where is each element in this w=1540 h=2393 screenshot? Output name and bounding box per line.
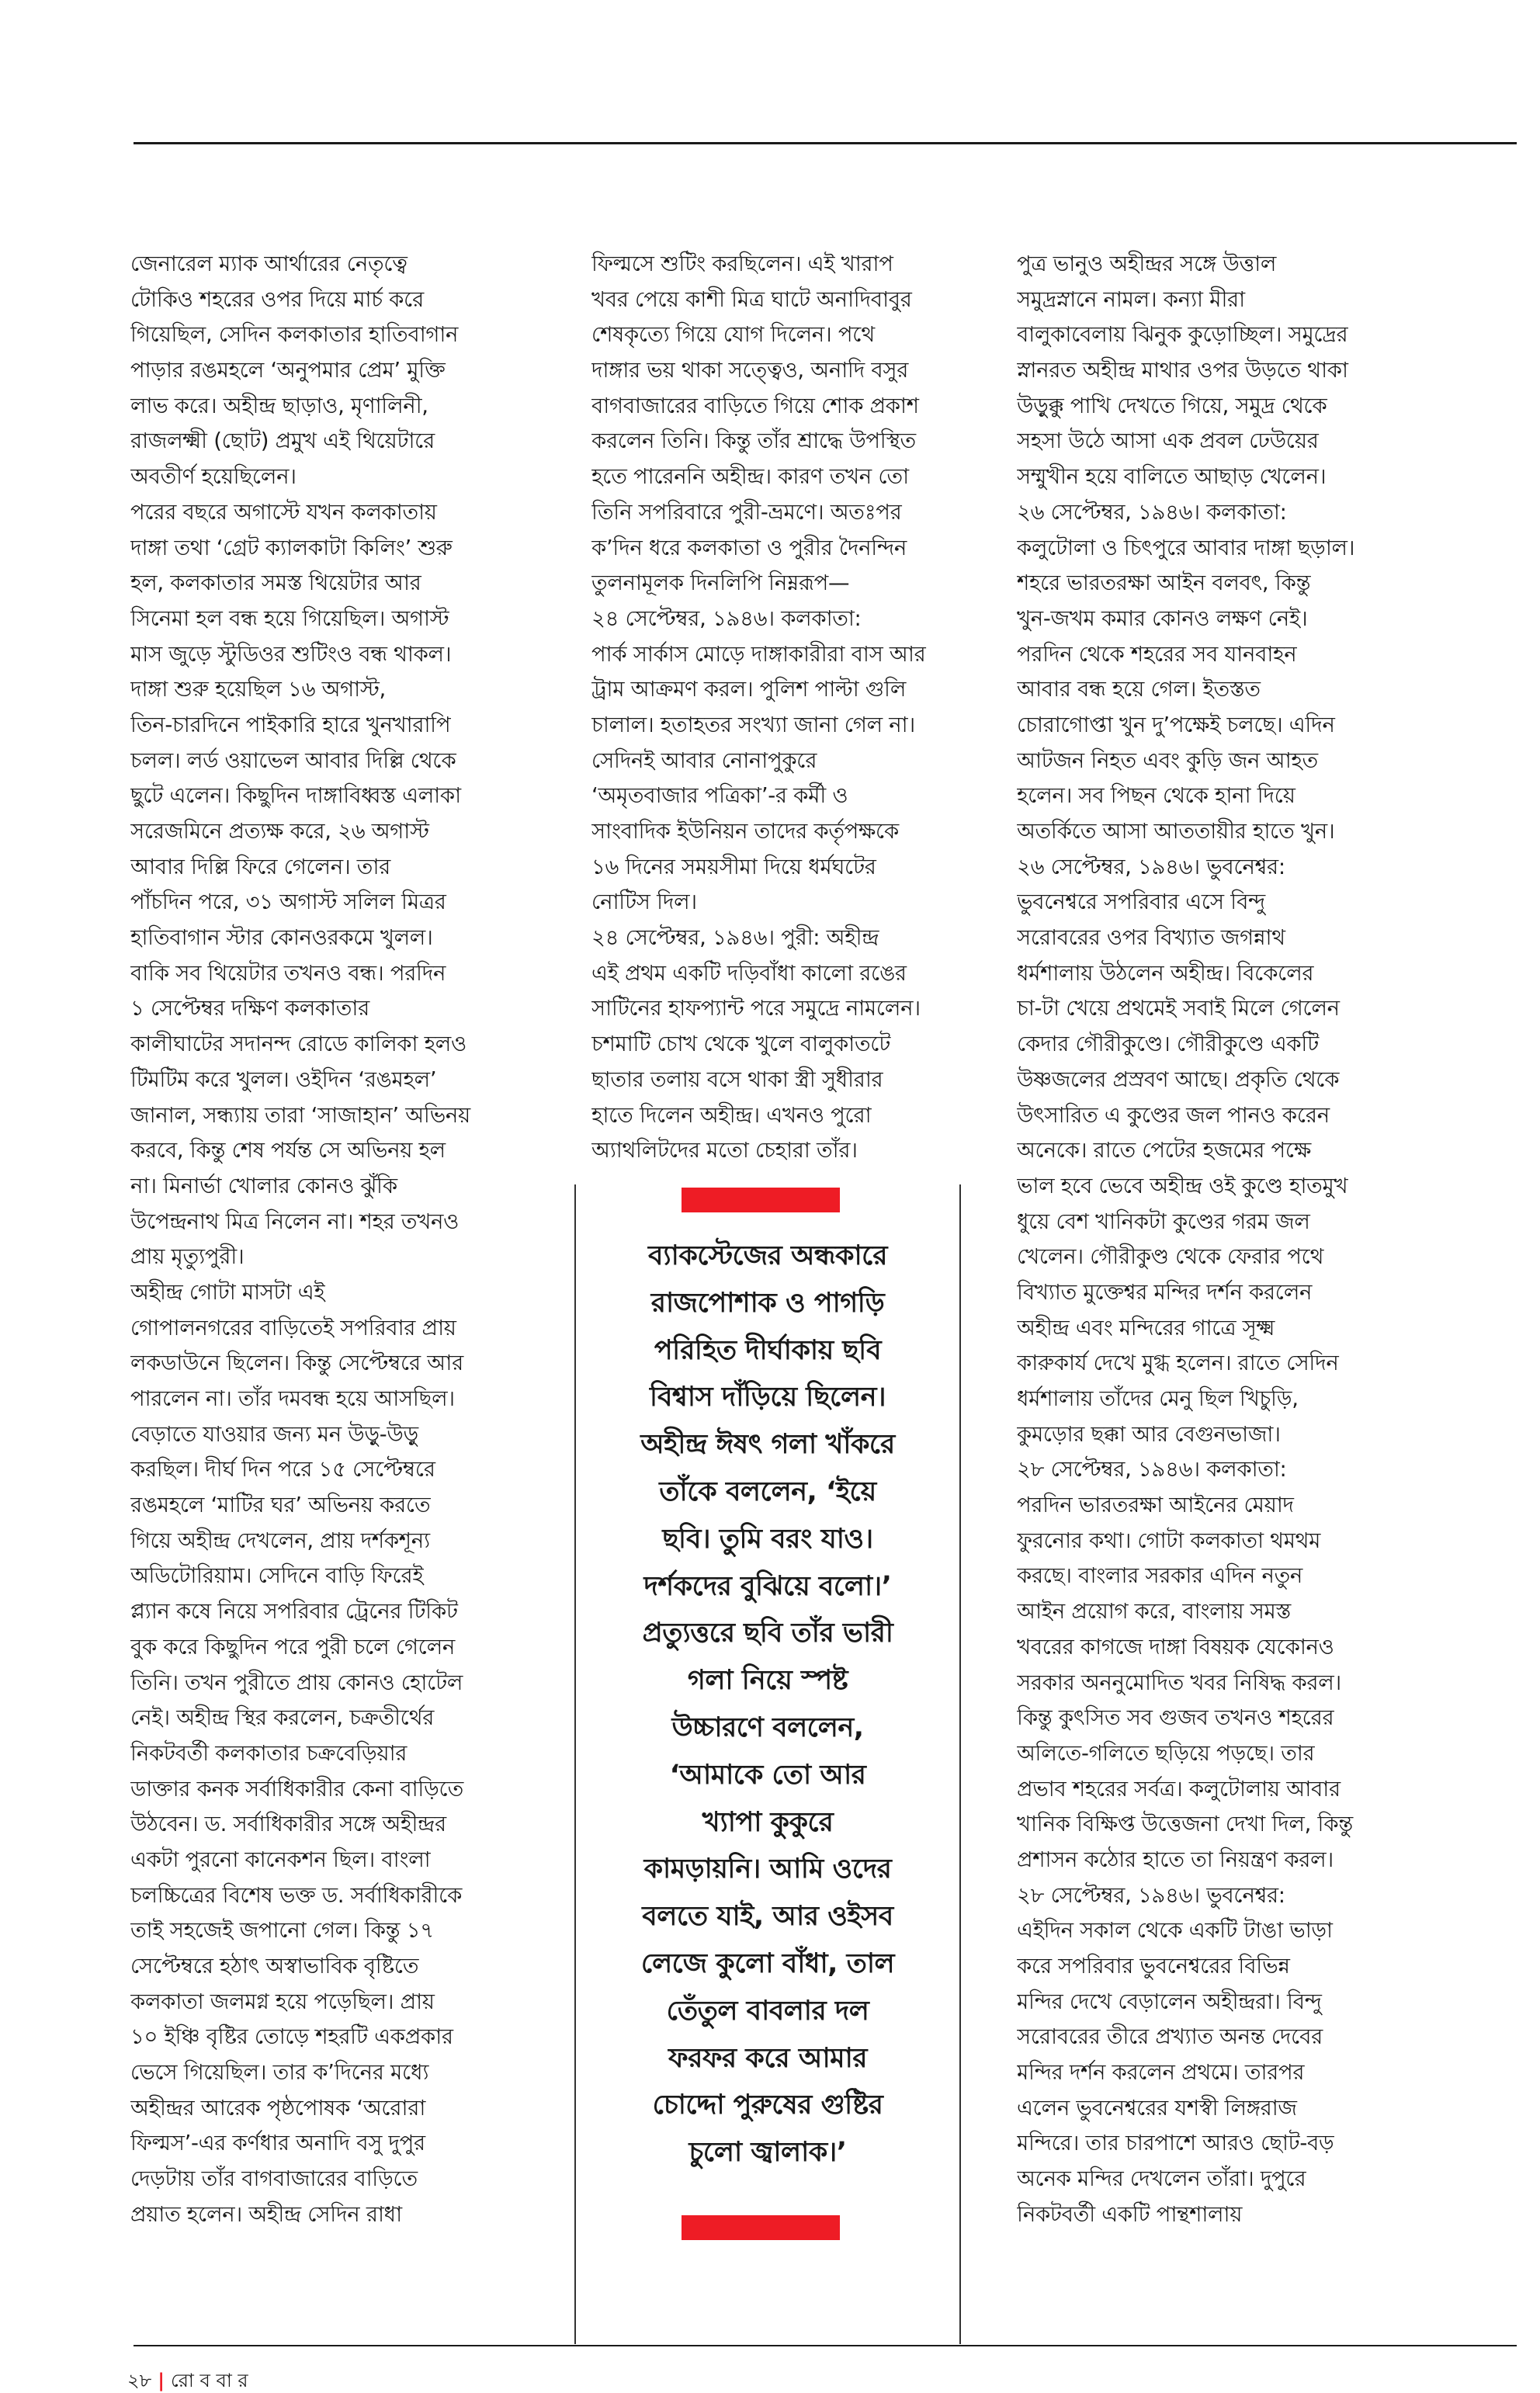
text-line: একটা পুরনো কানেকশন ছিল। বাংলা [130, 1847, 431, 1872]
text-line: দাঙ্গা শুরু হয়েছিল ১৬ অগাস্ট, [130, 677, 386, 702]
text-line: অবতীর্ণ হয়েছিলেন। [130, 464, 297, 490]
text-line: উষ্ণজলের প্রস্রবণ আছে। প্রকৃতি থেকে [1017, 1066, 1340, 1092]
text-line: অতর্কিতে আসা আততায়ীর হাতে খুন। [1017, 819, 1335, 844]
text-line: খবরের কাগজে দাঙ্গা বিষয়ক যেকোনও [1017, 1634, 1334, 1659]
text-line: ফিল্মসে শুটিং করছিলেন। এই খারাপ [591, 251, 893, 276]
text-line: পরদিন থেকে শহরের সব যানবাহন [1017, 641, 1297, 667]
text-line: ২৪ সেপ্টেম্বর, ১৯৪৬। কলকাতা: [591, 605, 862, 631]
text-line: হতে পারেননি অহীন্দ্র। কারণ তখন তো [591, 464, 909, 490]
text-line: করলেন তিনি। কিন্তু তাঁর শ্রাদ্ধে উপস্থিত [591, 428, 916, 454]
text-line: চালাল। হতাহতর সংখ্যা জানা গেল না। [591, 712, 915, 737]
text-line: বাকি সব থিয়েটার তখনও বন্ধ। পরদিন [130, 960, 446, 986]
text-line: ধুয়ে বেশ খানিকটা কুণ্ডের গরম জল [1017, 1209, 1310, 1234]
text-line: ট্রাম আক্রমণ করল। পুলিশ পাল্টা গুলি [591, 677, 907, 702]
text-line: ছুটে এলেন। কিছুদিন দাঙ্গাবিধ্বস্ত এলাকা [130, 783, 461, 809]
text-line: অ্যাথলিটদের মতো চেহারা তাঁর। [591, 1138, 858, 1164]
text-line: নেই। অহীন্দ্র স্থির করলেন, চক্রতীর্থের [130, 1705, 435, 1731]
text-line: চা-টা খেয়ে প্রথমেই সবাই মিলে গেলেন [1017, 996, 1340, 1021]
page-number: ২৮ [127, 2370, 152, 2391]
text-line: করছে। বাংলার সরকার এদিন নতুন [1017, 1563, 1303, 1589]
text-line: কেদার গৌরীকুণ্ডে। গৌরীকুণ্ডে একটি [1017, 1032, 1319, 1057]
text-line: উপেন্দ্রনাথ মিত্র নিলেন না। শহর তখনও [130, 1209, 460, 1234]
pull-quote [584, 1188, 952, 2344]
text-line: প্ল্যান কষে নিয়ে সপরিবার ট্রেনের টিকিট [130, 1599, 458, 1625]
text-line: সেদিনই আবার নোনাপুকুরে [591, 747, 817, 773]
text-line: অহীন্দ্র গোটা মাসটা এই [130, 1279, 325, 1305]
text-line: হাতে দিলেন অহীন্দ্র। এখনও পুরো [591, 1102, 872, 1128]
text-line: সরোবরের তীরে প্রখ্যাত অনন্ত দেবের [1017, 2024, 1323, 2050]
text-line: সেপ্টেম্বরে হঠাৎ অস্বাভাবিক বৃষ্টিতে [130, 1954, 419, 1979]
text-line: চশমাটি চোখ থেকে খুলে বালুকাতটে [591, 1032, 891, 1057]
text-line: টিমটিম করে খুলল। ওইদিন ‘রঙমহল’ [130, 1066, 437, 1092]
text-line: সিনেমা হল বন্ধ হয়ে গিয়েছিল। অগাস্ট [130, 605, 449, 631]
article-column-3 [1017, 247, 1452, 2233]
text-line: ফুরনোর কথা। গোটা কলকাতা থমথম [1017, 1528, 1321, 1553]
text-line: এলেন ভুবনেশ্বরের যশস্বী লিঙ্গরাজ [1017, 2095, 1297, 2121]
pull-quote-line: বলতে যাই, আর ওইসব [642, 1901, 893, 1933]
text-line: ২৪ সেপ্টেম্বর, ১৯৪৬। পুরী: অহীন্দ্র [591, 925, 879, 951]
text-line: তিনি। তখন পুরীতে প্রায় কোনও হোটেল [130, 1670, 463, 1695]
pull-quote-line: ছবি। তুমি বরং যাও। [662, 1523, 873, 1555]
text-line: ১০ ইঞ্চি বৃষ্টির তোড়ে শহরটি একপ্রকার [130, 2024, 453, 2050]
text-line: সম্মুখীন হয়ে বালিতে আছাড় খেলেন। [1017, 464, 1327, 490]
text-line: অলিতে-গলিতে ছড়িয়ে পড়ছে। তার [1017, 1740, 1315, 1766]
text-line: গিয়েছিল, সেদিন কলকাতার হাতিবাগান [130, 322, 459, 348]
text-line: ছাতার তলায় বসে থাকা স্ত্রী সুধীরার [591, 1066, 883, 1092]
pull-quote-line: প্রত্যুত্তরে ছবি তাঁর ভারী [642, 1618, 893, 1649]
text-line: খেলেন। গৌরীকুণ্ড থেকে ফেরার পথে [1017, 1244, 1324, 1270]
text-line: তুলনামূলক দিনলিপি নিম্নরূপ— [591, 571, 850, 596]
text-line: ২৬ সেপ্টেম্বর, ১৯৪৬। ভুবনেশ্বর: [1017, 854, 1285, 879]
text-line: ১৬ দিনের সময়সীমা দিয়ে ধর্মঘটের [591, 854, 876, 879]
text-line: প্রভাব শহরের সর্বত্র। কলুটোলায় আবার [1017, 1776, 1341, 1802]
text-line: চলল। লর্ড ওয়াভেল আবার দিল্লি থেকে [130, 747, 456, 773]
text-line: রঙমহলে ‘মাটির ঘর’ অভিনয় করতে [130, 1493, 431, 1518]
pull-quote-top-bar [682, 1188, 840, 1212]
text-line: নিকটবর্তী একটি পান্থশালায় [1017, 2201, 1243, 2227]
text-line: পুত্র ভানুও অহীন্দ্রর সঙ্গে উত্তাল [1017, 251, 1277, 276]
text-line: অডিটোরিয়াম। সেদিনে বাড়ি ফিরেই [130, 1563, 424, 1589]
pull-quote-line: ‘আমাকে তো আর [669, 1759, 866, 1791]
pull-quote-line: উচ্চারণে বললেন, [671, 1712, 864, 1743]
text-line: তাই সহজেই জপানো গেল। কিন্তু ১৭ [130, 1918, 434, 1944]
text-line: সহসা উঠে আসা এক প্রবল ঢেউয়ের [1017, 428, 1319, 454]
text-line: পারলেন না। তাঁর দমবন্ধ হয়ে আসছিল। [130, 1386, 455, 1411]
text-line: দাঙ্গা তথা ‘গ্রেট ক্যালকাটা কিলিং’ শুরু [130, 535, 453, 560]
text-line: লকডাউনে ছিলেন। কিন্তু সেপ্টেম্বরে আর [130, 1351, 463, 1376]
pull-quote-line: ব্যাকস্টেজের অন্ধকারে [648, 1240, 887, 1271]
text-line: জানাল, সন্ধ্যায় তারা ‘সাজাহান’ অভিনয় [130, 1102, 470, 1128]
text-line: ফিল্মস’-এর কর্ণধার অনাদি বসু দুপুর [130, 2131, 425, 2156]
text-line: লাভ করে। অহীন্দ্র ছাড়াও, মৃণালিনী, [130, 393, 428, 418]
pull-quote-line: চোদ্দো পুরুষের গুষ্টির [652, 2090, 883, 2121]
text-line: উঠবেন। ড. সর্বাধিকারীর সঙ্গে অহীন্দ্রর [130, 1812, 446, 1837]
text-line: করবে, কিন্তু শেষ পর্যন্ত সে অভিনয় হল [130, 1138, 446, 1164]
text-line: পরদিন ভারতরক্ষা আইনের মেয়াদ [1017, 1493, 1294, 1518]
text-line: উড়ুক্কু পাখি দেখতে গিয়ে, সমুদ্র থেকে [1017, 393, 1327, 418]
pull-quote-left-rule [574, 1184, 576, 2344]
pull-quote-line: তাঁকে বললেন, ‘ইয়ে [659, 1476, 876, 1507]
text-line: টোকিও শহরের ওপর দিয়ে মার্চ করে [130, 286, 424, 312]
pull-quote-line: খ্যাপা কুকুরে [702, 1806, 834, 1838]
text-line: খানিক বিক্ষিপ্ত উত্তেজনা দেখা দিল, কিন্তু [1017, 1812, 1353, 1837]
text-line: তিনি সপরিবারে পুরী-ভ্রমণে। অতঃপর [591, 499, 902, 525]
text-line: খবর পেয়ে কাশী মিত্র ঘাটে অনাদিবাবুর [591, 286, 912, 312]
text-line: এই প্রথম একটি দড়িবাঁধা কালো রঙের [591, 960, 907, 986]
text-line: মন্দিরে। তার চারপাশে আরও ছোট-বড় [1017, 2131, 1334, 2156]
text-line: করছিল। দীর্ঘ দিন পরে ১৫ সেপ্টেম্বরে [130, 1457, 435, 1483]
pull-quote-line: বিশ্বাস দাঁড়িয়ে ছিলেন। [649, 1382, 886, 1413]
text-line: এইদিন সকাল থেকে একটি টাঙা ভাড়া [1017, 1918, 1333, 1944]
text-line: আইন প্রয়োগ করে, বাংলায় সমস্ত [1017, 1599, 1291, 1625]
text-line: না। মিনার্ভা খোলার কোনও ঝুঁকি [130, 1173, 397, 1198]
text-line: ডাক্তার কনক সর্বাধিকারীর কেনা বাড়িতে [130, 1776, 463, 1802]
article-column-2 [591, 247, 1026, 1169]
text-line: মন্দির দেখে বেড়ালেন অহীন্দ্ররা। বিন্দু [1017, 1989, 1322, 2014]
text-line: উৎসারিত এ কুণ্ডের জল পানও করেন [1017, 1102, 1330, 1128]
pull-quote-line: লেজে কুলো বাঁধা, তাল [640, 1947, 895, 1979]
text-line: শহরে ভারতরক্ষা আইন বলবৎ, কিন্তু [1017, 571, 1311, 596]
text-line: ভুবনেশ্বরে সপরিবার এসে বিন্দু [1017, 890, 1265, 915]
text-line: বেড়াতে যাওয়ার জন্য মন উড়ু-উড়ু [130, 1421, 418, 1447]
text-line: পাড়ার রঙমহলে ‘অনুপমার প্রেম’ মুক্তি [130, 358, 446, 383]
bottom-rule [134, 2345, 1517, 2346]
text-line: হাতিবাগান স্টার কোনওরকমে খুলল। [130, 925, 433, 951]
text-line: ধর্মশালায় উঠলেন অহীন্দ্র। বিকেলের [1017, 960, 1314, 986]
pull-quote-line: রাজপোশাক ও পাগড়ি [650, 1287, 885, 1319]
pull-quote-line: দর্শকদের বুঝিয়ে বলো।’ [643, 1570, 892, 1602]
text-line: কারুকার্য দেখে মুগ্ধ হলেন। রাতে সেদিন [1017, 1351, 1339, 1376]
text-line: ২৮ সেপ্টেম্বর, ১৯৪৬। কলকাতা: [1017, 1457, 1287, 1483]
text-line: সরোবরের ওপর বিখ্যাত জগন্নাথ [1017, 925, 1285, 951]
text-line: জেনারেল ম্যাক আর্থারের নেতৃত্বে [130, 251, 408, 276]
text-line: ভাল হবে ভেবে অহীন্দ্র ওই কুণ্ডে হাতমুখ [1017, 1173, 1348, 1198]
text-line: মন্দির দর্শন করলেন প্রথমে। তারপর [1017, 2060, 1305, 2086]
text-line: পার্ক সার্কাস মোড়ে দাঙ্গাকারীরা বাস আর [591, 641, 926, 667]
text-line: সমুদ্রস্নানে নামল। কন্যা মীরা [1017, 286, 1245, 312]
text-line: কলকাতা জলমগ্ন হয়ে পড়েছিল। প্রায় [130, 1989, 435, 2014]
text-line: বাগবাজারের বাড়িতে গিয়ে শোক প্রকাশ [591, 393, 919, 418]
text-line: বিখ্যাত মুক্তেশ্বর মন্দির দর্শন করলেন [1017, 1279, 1313, 1305]
text-line: ভেসে গিয়েছিল। তার ক’দিনের মধ্যে [130, 2060, 429, 2086]
text-line: সাটিনের হাফপ্যান্ট পরে সমুদ্রে নামলেন। [591, 996, 921, 1021]
pull-quote-line: অহীন্দ্র ঈষৎ গলা খাঁকরে [640, 1429, 895, 1461]
text-line: বুক করে কিছুদিন পরে পুরী চলে গেলেন [130, 1634, 456, 1659]
text-line: পরের বছরে অগাস্টে যখন কলকাতায় [130, 499, 437, 525]
pull-quote-line: চুলো জ্বালাক।’ [688, 2137, 847, 2169]
pull-quote-line: তেঁতুল বাবলার দল [666, 1995, 869, 2027]
pull-quote-line: কামড়ায়নি। আমি ওদের [643, 1854, 892, 1885]
text-line: কালীঘাটের সদানন্দ রোডে কালিকা হলও [130, 1032, 467, 1057]
text-line: আবার দিল্লি ফিরে গেলেন। তার [130, 854, 390, 879]
text-line: বালুকাবেলায় ঝিনুক কুড়োচ্ছিল। সমুদ্রের [1017, 322, 1348, 348]
pull-quote-line: ফরফর করে আমার [668, 2042, 867, 2074]
text-line: ক’দিন ধরে কলকাতা ও পুরীর দৈনন্দিন [591, 535, 907, 560]
text-line: সরকার অননুমোদিত খবর নিষিদ্ধ করল। [1017, 1670, 1341, 1695]
text-line: তিন-চারদিনে পাইকারি হারে খুনখারাপি [130, 712, 451, 737]
text-line: চলচ্চিত্রের বিশেষ ভক্ত ড. সর্বাধিকারীকে [130, 1882, 463, 1908]
pull-quote-line: পরিহিত দীর্ঘাকায় ছবি [654, 1334, 882, 1366]
text-line: ১ সেপ্টেম্বর দক্ষিণ কলকাতার [130, 996, 369, 1021]
text-line: মাস জুড়ে স্টুডিওর শুটিংও বন্ধ থাকল। [130, 641, 452, 667]
footer-separator: | [158, 2370, 165, 2391]
top-rule [134, 142, 1517, 144]
text-line: রাজলক্ষ্মী (ছোট) প্রমুখ এই থিয়েটারে [130, 428, 435, 454]
text-line: গিয়ে অহীন্দ্র দেখলেন, প্রায় দর্শকশূন্য [130, 1528, 430, 1553]
text-line: হল, কলকাতার সমস্ত থিয়েটার আর [130, 571, 421, 596]
text-line: ২৮ সেপ্টেম্বর, ১৯৪৬। ভুবনেশ্বর: [1017, 1882, 1285, 1908]
text-line: ‘অমৃতবাজার পত্রিকা’-র কর্মী ও [591, 783, 848, 809]
text-line: নোটিস দিল। [591, 890, 697, 915]
pull-quote-text [584, 1233, 952, 2176]
text-line: আটজন নিহত এবং কুড়ি জন আহত [1017, 747, 1318, 773]
text-line: দাঙ্গার ভয় থাকা সত্ত্বেও, অনাদি বসুর [591, 358, 909, 383]
text-line: প্রয়াত হলেন। অহীন্দ্র সেদিন রাধা [130, 2201, 402, 2227]
text-line: সরেজমিনে প্রত্যক্ষ করে, ২৬ অগাস্ট [130, 819, 429, 844]
text-line: কুমড়োর ছক্কা আর বেগুনভাজা। [1017, 1421, 1281, 1447]
text-line: করে সপরিবার ভুবনেশ্বরের বিভিন্ন [1017, 1954, 1290, 1979]
text-line: কলুটোলা ও চিৎপুরে আবার দাঙ্গা ছড়াল। [1017, 535, 1355, 560]
text-line: দেড়টায় তাঁর বাগবাজারের বাড়িতে [130, 2166, 418, 2192]
text-line: খুন-জখম কমার কোনও লক্ষণ নেই। [1017, 605, 1308, 631]
text-line: ২৬ সেপ্টেম্বর, ১৯৪৬। কলকাতা: [1017, 499, 1287, 525]
text-line: পাঁচদিন পরে, ৩১ অগাস্ট সলিল মিত্রর [130, 890, 446, 915]
text-line: শেষকৃত্যে গিয়ে যোগ দিলেন। পথে [591, 322, 875, 348]
pull-quote-right-rule [959, 1184, 961, 2344]
text-line: গোপালনগরের বাড়িতেই সপরিবার প্রায় [130, 1315, 456, 1340]
pull-quote-line: গলা নিয়ে স্পষ্ট [687, 1665, 848, 1697]
text-line: নিকটবর্তী কলকাতার চক্রবেড়িয়ার [130, 1740, 408, 1766]
text-line: প্রায় মৃত্যুপুরী। [130, 1244, 245, 1270]
text-line: চোরাগোপ্তা খুন দু’পক্ষেই চলছে। এদিন [1017, 712, 1335, 737]
article-column-1 [130, 247, 565, 2233]
text-line: সাংবাদিক ইউনিয়ন তাদের কর্তৃপক্ষকে [591, 819, 899, 844]
page-footer [127, 2369, 248, 2392]
text-line: আবার বন্ধ হয়ে গেল। ইতস্তত [1017, 677, 1261, 702]
text-line: ধর্মশালায় তাঁদের মেনু ছিল খিচুড়ি, [1017, 1386, 1299, 1411]
text-line: প্রশাসন কঠোর হাতে তা নিয়ন্ত্রণ করল। [1017, 1847, 1334, 1872]
text-line: কিন্তু কুৎসিত সব গুজব তখনও শহরের [1017, 1705, 1334, 1731]
text-line: অনেকে। রাতে পেটের হজমের পক্ষে [1017, 1138, 1311, 1164]
text-line: অনেক মন্দির দেখলেন তাঁরা। দুপুরে [1017, 2166, 1306, 2192]
text-line: অহীন্দ্রর আরেক পৃষ্ঠপোষক ‘অরোরা [130, 2095, 426, 2121]
pull-quote-bottom-bar [682, 2215, 840, 2240]
magazine-name: রো ব বা র [170, 2370, 248, 2391]
text-line: অহীন্দ্র এবং মন্দিরের গাত্রে সূক্ষ্ম [1017, 1315, 1275, 1340]
text-line: হলেন। সব পিছন থেকে হানা দিয়ে [1017, 783, 1295, 809]
text-line: স্নানরত অহীন্দ্র মাথার ওপর উড়তে থাকা [1017, 358, 1348, 383]
